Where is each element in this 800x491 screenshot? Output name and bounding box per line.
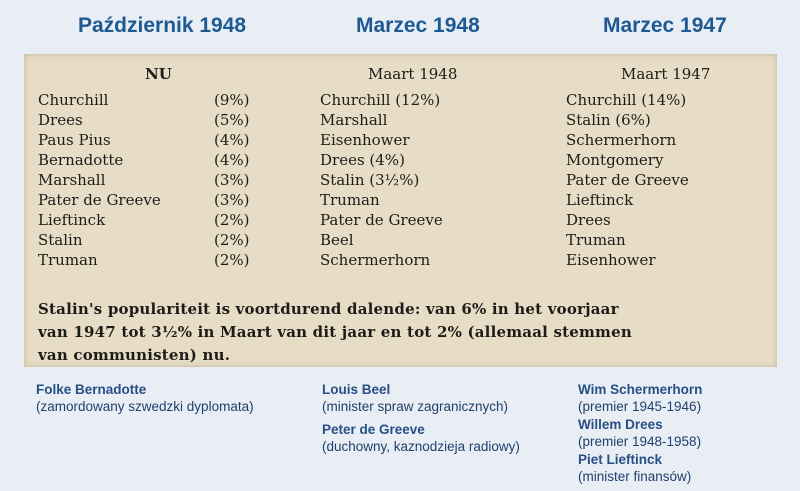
col1-pct: (2%) <box>214 211 250 229</box>
col1-name: Truman <box>38 251 98 269</box>
col2-header: Maart 1948 <box>368 65 458 83</box>
col1-pct: (3%) <box>214 171 250 189</box>
note-schermerhorn <box>578 381 702 415</box>
col2-entry: Pater de Greeve <box>320 211 443 229</box>
col2-entry: Drees (4%) <box>320 151 405 169</box>
heading-march-1948: Marzec 1948 <box>356 14 480 37</box>
note-de-greeve <box>322 421 520 455</box>
note-name: Peter de Greeve <box>322 422 425 437</box>
note-desc: (zamordowany szwedzki dyplomata) <box>36 399 254 414</box>
col3-entry: Truman <box>566 231 626 249</box>
col3-entry: Drees <box>566 211 611 229</box>
col3-entry: Eisenhower <box>566 251 656 269</box>
col2-entry: Truman <box>320 191 380 209</box>
col1-pct: (9%) <box>214 91 250 109</box>
col1-name: Stalin <box>38 231 83 249</box>
col1-name: Drees <box>38 111 83 129</box>
newspaper-clipping <box>24 54 777 367</box>
col3-entry: Lieftinck <box>566 191 634 209</box>
col2-entry: Marshall <box>320 111 388 129</box>
paragraph-line: van communisten) nu. <box>38 346 231 364</box>
note-name: Piet Lieftinck <box>578 452 663 467</box>
col2-entry: Stalin (3½%) <box>320 171 420 189</box>
col1-header: NU <box>145 65 172 83</box>
col1-pct: (4%) <box>214 151 250 169</box>
col3-entry: Pater de Greeve <box>566 171 689 189</box>
col2-entry: Eisenhower <box>320 131 410 149</box>
col3-entry: Stalin (6%) <box>566 111 651 129</box>
note-bernadotte <box>36 381 254 415</box>
note-beel <box>322 381 508 415</box>
col1-pct: (4%) <box>214 131 250 149</box>
col2-entry: Churchill (12%) <box>320 91 441 109</box>
note-name: Wim Schermerhorn <box>578 382 703 397</box>
heading-october-1948: Październik 1948 <box>78 14 247 37</box>
note-name: Willem Drees <box>578 417 663 432</box>
col1-name: Pater de Greeve <box>38 191 161 209</box>
note-desc: (minister finansów) <box>578 469 692 484</box>
col1-pct: (5%) <box>214 111 250 129</box>
col2-entry: Schermerhorn <box>320 251 431 269</box>
note-name: Folke Bernadotte <box>36 382 147 397</box>
col1-name: Paus Pius <box>38 131 111 149</box>
col1-pct: (2%) <box>214 251 250 269</box>
note-drees <box>578 416 701 450</box>
paragraph-line: Stalin's populariteit is voortdurend dalende: van 6% in het voorjaar <box>38 300 619 318</box>
paragraph-line: van 1947 tot 3½% in Maart van dit jaar en tot 2% (allemaal stemmen <box>38 323 632 341</box>
note-desc: (premier 1945-1946) <box>578 399 702 414</box>
col1-name: Churchill <box>38 91 109 109</box>
col1-name: Bernadotte <box>38 151 124 169</box>
col3-entry: Schermerhorn <box>566 131 677 149</box>
col1-pct: (3%) <box>214 191 250 209</box>
note-desc: (premier 1948-1958) <box>578 434 702 449</box>
col2-entry: Beel <box>320 231 354 249</box>
clipping-paragraph <box>38 298 762 367</box>
col1-pct: (2%) <box>214 231 250 249</box>
note-desc: (minister spraw zagranicznych) <box>322 399 509 414</box>
col3-header: Maart 1947 <box>621 65 711 83</box>
heading-march-1947: Marzec 1947 <box>603 14 727 37</box>
col3-entry: Montgomery <box>566 151 664 169</box>
col1-name: Lieftinck <box>38 211 106 229</box>
note-desc: (duchowny, kaznodzieja radiowy) <box>322 439 520 454</box>
note-lieftinck <box>578 451 691 485</box>
col3-entry: Churchill (14%) <box>566 91 687 109</box>
col1-name: Marshall <box>38 171 106 189</box>
note-name: Louis Beel <box>322 382 391 397</box>
